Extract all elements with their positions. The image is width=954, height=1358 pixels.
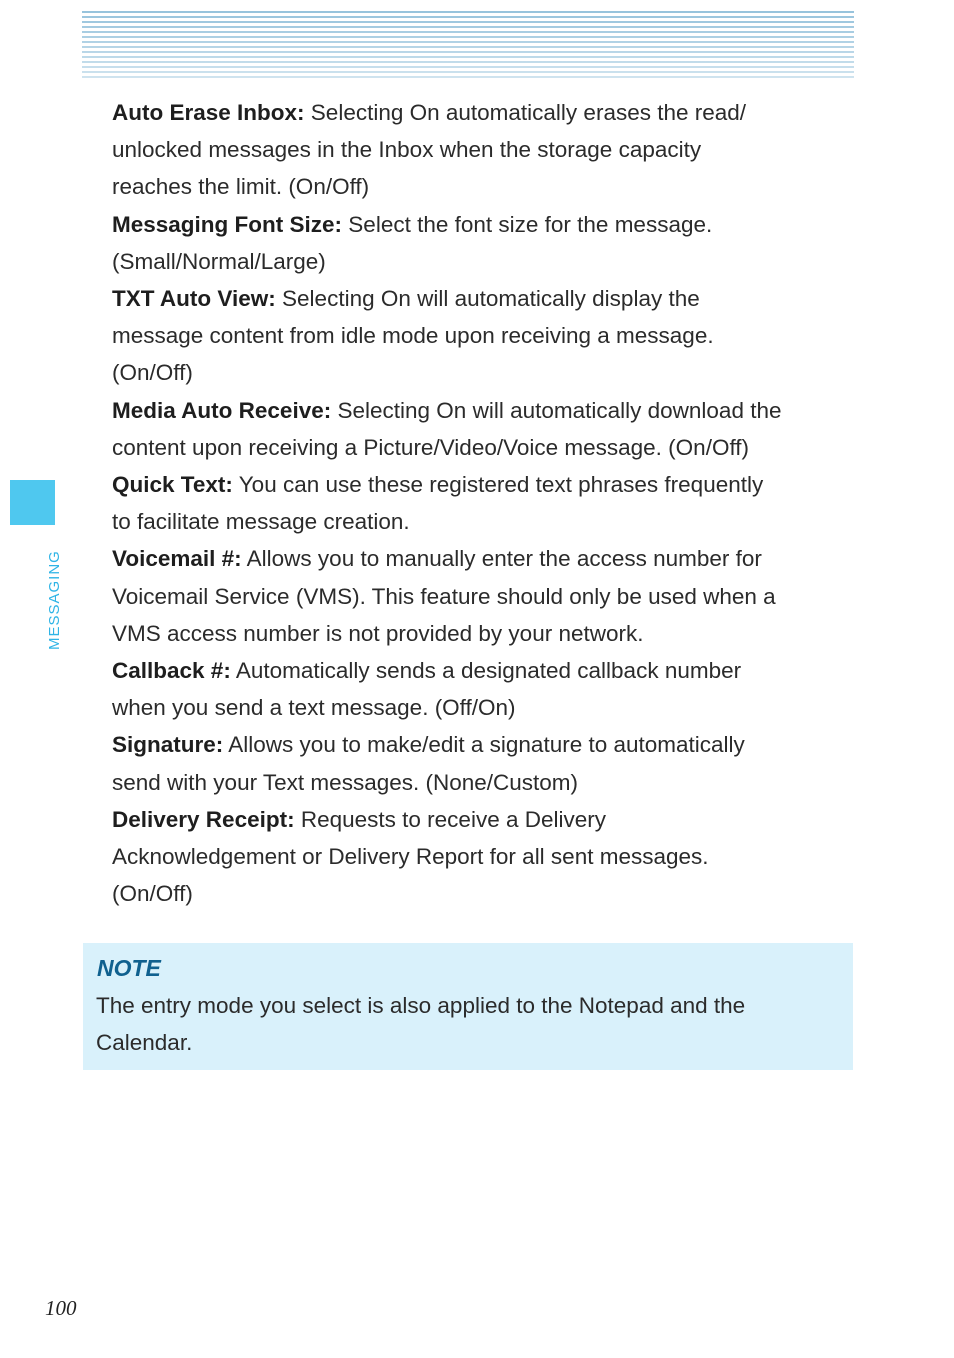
setting-signature (112, 726, 862, 800)
setting-term: Signature: (112, 732, 224, 758)
setting-auto-erase-inbox (112, 94, 862, 206)
setting-term: Voicemail #: (112, 546, 242, 572)
setting-callback (112, 652, 862, 726)
setting-txt-auto-view (112, 280, 862, 392)
settings-list (112, 94, 862, 912)
setting-description: Selecting On automatically erases the read/ unlocked messages in the Inbox when the storage capacity reaches the limit. (On/Off) (112, 100, 747, 200)
note-title: NOTE (97, 955, 161, 981)
section-tab-marker (10, 480, 55, 525)
setting-term: Quick Text: (112, 472, 233, 498)
setting-description: Allows you to manually enter the access number for Voicemail Service (VMS). This feature should only be used when a VMS access number is not provided by your network. (112, 546, 776, 646)
header-decoration-bar (82, 11, 854, 79)
setting-description: Requests to receive a Delivery Acknowledgement or Delivery Report for all sent messages. (On/Off) (112, 806, 709, 907)
setting-media-auto-receive (112, 392, 862, 466)
setting-description: Selecting On will automatically display the message content from idle mode upon receiving a message. (On/Off) (112, 286, 714, 386)
setting-description: Selecting On will automatically download the content upon receiving a Picture/Video/Voice message. (On/Off) (112, 397, 782, 460)
setting-delivery-receipt (112, 801, 862, 913)
setting-term: Messaging Font Size: (112, 211, 343, 237)
setting-description: You can use these registered text phrases frequently to facilitate message creation. (112, 472, 764, 535)
setting-term: Callback #: (112, 658, 231, 684)
setting-description: Select the font size for the message. (Small/Normal/Large) (112, 211, 713, 274)
note-text: The entry mode you select is also applied to the Notepad and the Calendar. (96, 993, 746, 1056)
setting-description: Automatically sends a designated callback number when you send a text message. (Off/On) (112, 658, 742, 721)
setting-quick-text (112, 466, 862, 540)
setting-term: Media Auto Receive: (112, 397, 332, 423)
setting-voicemail (112, 540, 862, 652)
note-box (83, 943, 853, 1070)
page-number: 100 (45, 1296, 77, 1320)
setting-term: TXT Auto View: (112, 286, 276, 312)
setting-description: Allows you to make/edit a signature to automatically send with your Text messages. (None/Custom) (112, 732, 745, 795)
setting-messaging-font-size (112, 206, 862, 280)
setting-term: Auto Erase Inbox: (112, 100, 305, 125)
setting-term: Delivery Receipt: (112, 806, 295, 832)
section-tab-label: MESSAGING (46, 550, 63, 650)
